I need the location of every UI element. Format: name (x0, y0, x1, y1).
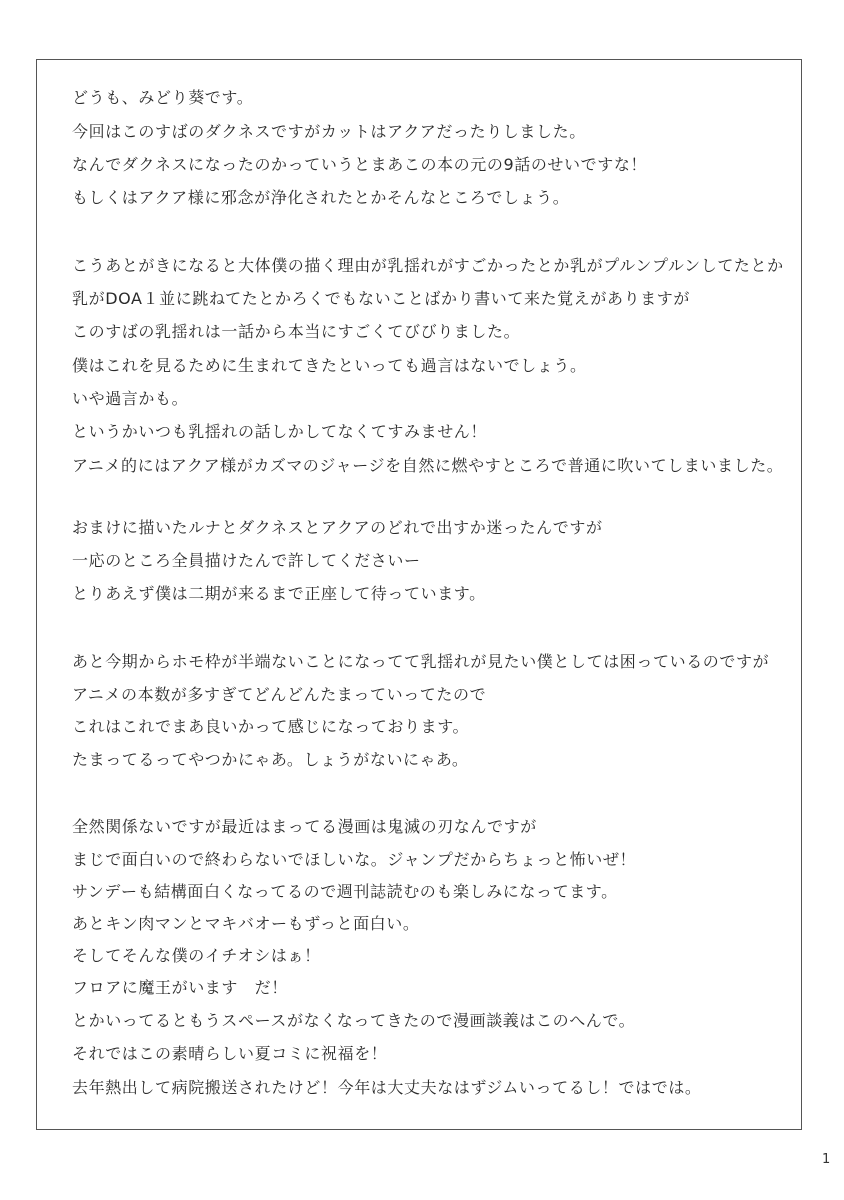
afterword-line: なんでダクネスになったのかっていうとまあこの本の元の9話のせいですな！ (72, 155, 648, 174)
afterword-line: アニメの本数が多すぎてどんどんたまっていってたので (72, 685, 487, 704)
afterword-line: というかいつも乳揺れの話しかしてなくてすみません！ (72, 422, 488, 441)
afterword-line: サンデーも結構面白くなってるので週刊誌読むのも楽しみになってます。 (72, 882, 618, 901)
afterword-line: どうも、みどり葵です。 (72, 88, 254, 107)
afterword-line: あとキン肉マンとマキバオーもずっと面白い。 (72, 914, 420, 933)
afterword-line: それではこの素晴らしい夏コミに祝福を！ (72, 1044, 388, 1063)
page-number: 1 (822, 1152, 831, 1167)
afterword-line: いや過言かも。 (72, 389, 189, 408)
afterword-line: 一応のところ全員描けたんで許してくださいー (72, 551, 421, 570)
afterword-line: これはこれでまあ良いかって感じになっております。 (72, 717, 470, 736)
afterword-line: もしくはアクア様に邪念が浄化されたとかそんなところでしょう。 (72, 188, 570, 207)
afterword-line: 全然関係ないですが最近はまってる漫画は鬼滅の刃なんですが (72, 817, 537, 836)
afterword-line: こうあとがきになると大体僕の描く理由が乳揺れがすごかったとか乳がプルンプルンしてたとか (72, 256, 784, 275)
afterword-line: フロアに魔王がいます だ！ (72, 978, 288, 997)
afterword-line: おまけに描いたルナとダクネスとアクアのどれで出すか迷ったんですが (72, 518, 603, 537)
afterword-line: アニメ的にはアクア様がカズマのジャージを自然に燃やすところで普通に吹いてしまいました。 (72, 456, 784, 475)
afterword-line: あと今期からホモ枠が半端ないことになってて乳揺れが見たい僕としては困っているのですが (72, 652, 770, 671)
afterword-line: このすばの乳揺れは一話から本当にすごくてびびりました。 (72, 322, 521, 341)
afterword-line: 僕はこれを見るために生まれてきたといっても過言はないでしょう。 (72, 356, 587, 375)
afterword-line: 今回はこのすばのダクネスですがカットはアクアだったりしました。 (72, 122, 586, 141)
afterword-line: とりあえず僕は二期が来るまで正座して待っています。 (72, 584, 486, 603)
afterword-line: まじで面白いので終わらないでほしいな。ジャンプだからちょっと怖いぜ！ (72, 850, 637, 869)
afterword-line: 去年熱出して病院搬送されたけど！今年は大丈夫なはずジムいってるし！ではでは。 (72, 1078, 702, 1097)
afterword-line: 乳がDOA１並に跳ねてたとかろくでもないことばかり書いて来た覚えがありますが (72, 289, 690, 308)
afterword-line: そしてそんな僕のイチオシはぁ！ (72, 946, 321, 965)
afterword-line: とかいってるともうスペースがなくなってきたので漫画談義はこのへんで。 (72, 1011, 636, 1030)
afterword-line: たまってるってやつかにゃあ。しょうがないにゃあ。 (72, 750, 469, 769)
